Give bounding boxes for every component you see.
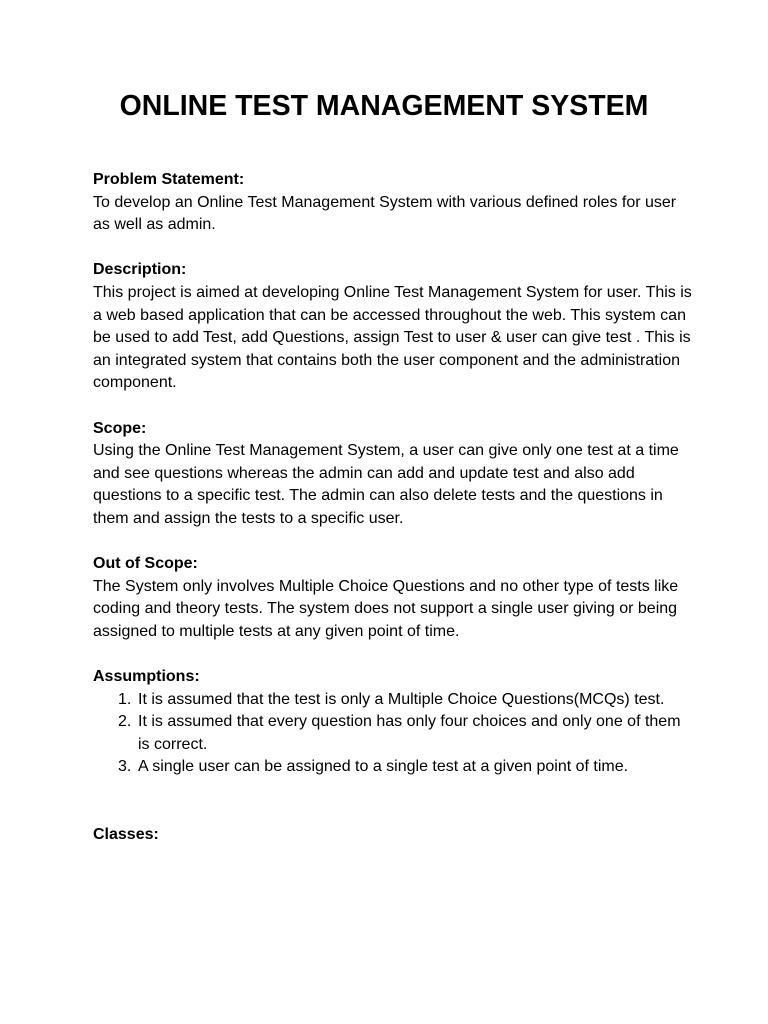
section-heading-classes: Classes: — [93, 826, 159, 844]
list-item-text: It is assumed that the test is only a Multiple Choice Questions(MCQs) test. — [138, 690, 665, 708]
section-body-description: This project is aimed at developing Online Test Management System for user. This is a web based application that can be accessed throughout the web. This system can be used to add Test, add Questions, assign Test to user & user can give test . This is an integrated system that contains both the user component and the administration component. — [93, 283, 692, 392]
section-heading-assumptions: Assumptions: — [93, 668, 200, 686]
list-item-text: A single user can be assigned to a single test at a given point of time. — [138, 758, 629, 776]
section-body-problem-statement: To develop an Online Test Management System with various defined roles for user as well as admin. — [93, 193, 677, 234]
section-assumptions — [93, 666, 693, 779]
section-body-scope: Using the Online Test Management System, a user can give only one test at a time and see questions whereas the admin can add and update test and also add questions to a specific test. The admin can also delete tests and the questions in them and assign the tests to a specific user. — [93, 442, 679, 527]
list-item-number: 2. — [118, 713, 132, 731]
list-item-text: It is assumed that every question has only four choices and only one of them is correct. — [138, 713, 681, 753]
list-item — [93, 711, 693, 756]
list-item-number: 1. — [118, 690, 132, 708]
list-item — [93, 756, 693, 779]
section-scope — [93, 418, 693, 531]
section-problem-statement — [93, 169, 693, 237]
list-item — [93, 689, 693, 712]
assumptions-list — [93, 689, 693, 779]
list-item-number: 3. — [118, 758, 132, 776]
section-out-of-scope — [93, 553, 693, 643]
section-description — [93, 259, 693, 395]
document-content — [93, 169, 693, 847]
section-heading-scope: Scope: — [93, 419, 147, 437]
section-heading-description: Description: — [93, 261, 187, 279]
section-heading-out-of-scope: Out of Scope: — [93, 555, 198, 573]
section-body-out-of-scope: The System only involves Multiple Choice Questions and no other type of tests like coding and theory tests. The system does not support a single user giving or being assigned to multiple tests at any given point of time. — [93, 577, 679, 640]
document-title: ONLINE TEST MANAGEMENT SYSTEM — [119, 90, 649, 122]
section-heading-problem-statement: Problem Statement: — [93, 171, 245, 188]
